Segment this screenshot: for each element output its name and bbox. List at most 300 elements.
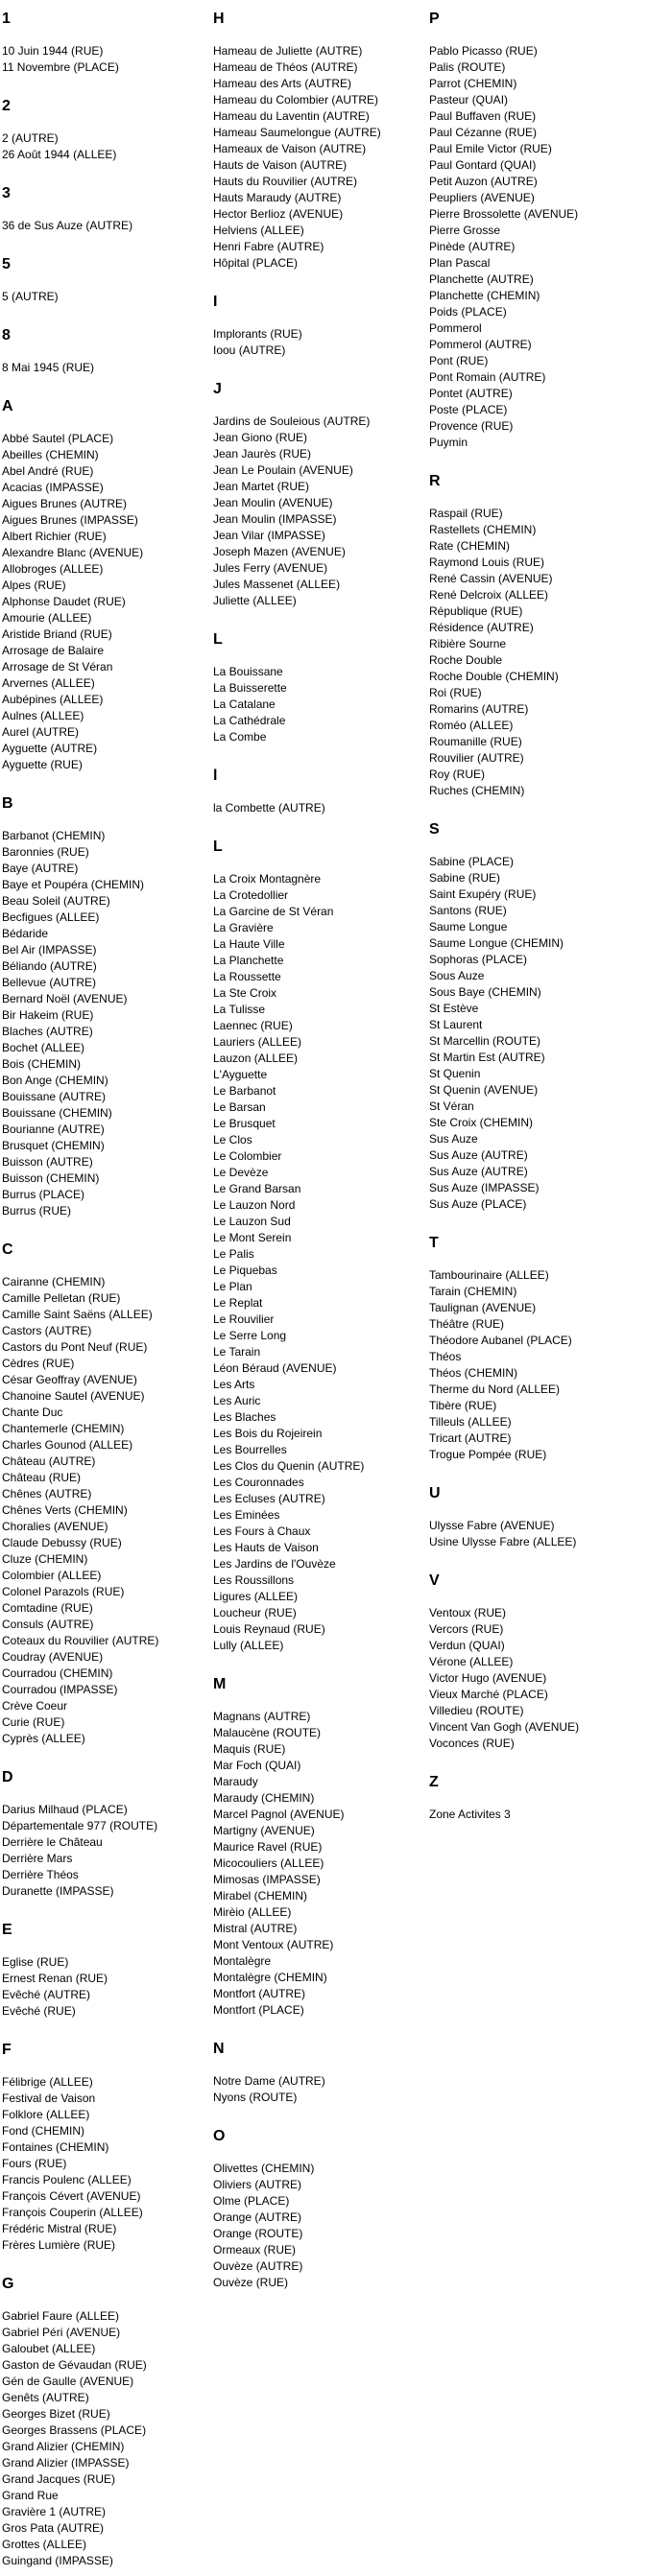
- street-item[interactable]: Derrière le Château: [2, 1834, 103, 1849]
- street-item[interactable]: Le Serre Long: [213, 1328, 287, 1342]
- street-item[interactable]: La Garcine de St Véran: [213, 904, 334, 918]
- street-item[interactable]: Mirèio (ALLEE): [213, 1904, 292, 1919]
- street-item[interactable]: Le Plan: [213, 1279, 252, 1293]
- street-item[interactable]: Paul Buffaven (RUE): [429, 108, 537, 123]
- street-item[interactable]: Les Eminées: [213, 1507, 280, 1522]
- street-item[interactable]: Aubépines (ALLEE): [2, 692, 104, 706]
- street-item[interactable]: Le Piquebas: [213, 1263, 277, 1277]
- street-item[interactable]: Roy (RUE): [429, 767, 486, 781]
- street-item[interactable]: Sus Auze (PLACE): [429, 1196, 527, 1211]
- street-item[interactable]: Le Mont Serein: [213, 1230, 292, 1244]
- street-item[interactable]: La Combe: [213, 729, 267, 744]
- street-item[interactable]: Aigues Brunes (IMPASSE): [2, 512, 138, 527]
- street-item[interactable]: Derrière Théos: [2, 1867, 79, 1881]
- street-item[interactable]: Malaucène (ROUTE): [213, 1725, 322, 1739]
- street-item[interactable]: Bourianne (AUTRE): [2, 1122, 105, 1136]
- street-item[interactable]: Burrus (PLACE): [2, 1187, 85, 1201]
- street-item[interactable]: Raspail (RUE): [429, 506, 503, 520]
- street-item[interactable]: Hameau du Laventin (AUTRE): [213, 108, 370, 123]
- street-item[interactable]: Consuls (AUTRE): [2, 1617, 94, 1631]
- street-item[interactable]: Bouissane (AUTRE): [2, 1089, 107, 1103]
- street-item[interactable]: Arrosage de Balaire: [2, 643, 105, 657]
- street-item[interactable]: Choralies (AVENUE): [2, 1519, 108, 1533]
- street-item[interactable]: Georges Bizet (RUE): [2, 2406, 110, 2421]
- street-item[interactable]: Cèdres (RUE): [2, 1356, 75, 1370]
- street-item[interactable]: Coteaux du Rouvilier (AUTRE): [2, 1633, 159, 1647]
- street-item[interactable]: Santons (RUE): [429, 903, 507, 917]
- street-item[interactable]: Fours (RUE): [2, 2156, 67, 2170]
- street-item[interactable]: Maraudy: [213, 1774, 258, 1788]
- street-item[interactable]: Puymin: [429, 435, 468, 449]
- street-item[interactable]: Mirabel (CHEMIN): [213, 1888, 308, 1902]
- street-item[interactable]: La Bouissane: [213, 664, 283, 678]
- street-item[interactable]: Blaches (AUTRE): [2, 1024, 93, 1038]
- street-item[interactable]: Bellevue (AUTRE): [2, 975, 97, 989]
- street-item[interactable]: Crève Coeur: [2, 1698, 68, 1713]
- street-item[interactable]: Tambourinaire (ALLEE): [429, 1267, 549, 1282]
- street-item[interactable]: Le Barsan: [213, 1099, 266, 1114]
- street-item[interactable]: Ste Croix (CHEMIN): [429, 1115, 534, 1129]
- street-item[interactable]: Roi (RUE): [429, 685, 482, 699]
- street-item[interactable]: Laennec (RUE): [213, 1018, 293, 1032]
- street-item[interactable]: Barbanot (CHEMIN): [2, 828, 106, 842]
- street-item[interactable]: La Buisserette: [213, 680, 287, 695]
- street-item[interactable]: Théos: [429, 1349, 462, 1363]
- street-item[interactable]: Les Roussillons: [213, 1572, 295, 1587]
- street-item[interactable]: Jean Martet (RUE): [213, 479, 310, 493]
- street-item[interactable]: Sous Baye (CHEMIN): [429, 984, 541, 999]
- street-item[interactable]: Duranette (IMPASSE): [2, 1883, 114, 1898]
- street-item[interactable]: Abel André (RUE): [2, 463, 94, 478]
- street-item[interactable]: Grottes (ALLEE): [2, 2537, 87, 2551]
- street-item[interactable]: Petit Auzon (AUTRE): [429, 174, 538, 188]
- street-item[interactable]: Château (RUE): [2, 1470, 82, 1484]
- street-item[interactable]: Parrot (CHEMIN): [429, 76, 517, 90]
- street-item[interactable]: Hauts Maraudy (AUTRE): [213, 190, 342, 204]
- street-item[interactable]: Le Rouvilier: [213, 1312, 275, 1326]
- street-item[interactable]: Rastellets (CHEMIN): [429, 522, 537, 536]
- street-item[interactable]: Gabriel Péri (AVENUE): [2, 2325, 121, 2339]
- street-item[interactable]: Camille Pelletan (RUE): [2, 1290, 121, 1305]
- street-item[interactable]: Alexandre Blanc (AVENUE): [2, 545, 144, 559]
- street-item[interactable]: Les Hauts de Vaison: [213, 1540, 319, 1554]
- street-item[interactable]: Ulysse Fabre (AVENUE): [429, 1518, 555, 1532]
- street-item[interactable]: Martigny (AVENUE): [213, 1823, 315, 1837]
- street-item[interactable]: Louis Reynaud (RUE): [213, 1621, 325, 1636]
- street-item[interactable]: Hauts du Rouvilier (AUTRE): [213, 174, 358, 188]
- street-item[interactable]: Pablo Picasso (RUE): [429, 43, 538, 58]
- street-item[interactable]: Baye (AUTRE): [2, 861, 79, 875]
- street-item[interactable]: Trogue Pompée (RUE): [429, 1447, 547, 1461]
- street-item[interactable]: Théâtre (RUE): [429, 1316, 505, 1331]
- street-item[interactable]: Poids (PLACE): [429, 304, 507, 319]
- street-item[interactable]: Pommerol (AUTRE): [429, 337, 532, 351]
- street-item[interactable]: Aurel (AUTRE): [2, 724, 80, 739]
- street-item[interactable]: Hector Berlioz (AVENUE): [213, 206, 344, 221]
- street-item[interactable]: Bédaride: [2, 926, 49, 940]
- street-item[interactable]: Rouvilier (AUTRE): [429, 750, 524, 765]
- street-item[interactable]: Juliette (ALLEE): [213, 593, 297, 607]
- street-item[interactable]: Victor Hugo (AVENUE): [429, 1670, 547, 1685]
- street-item[interactable]: Charles Gounod (ALLEE): [2, 1437, 133, 1452]
- street-item[interactable]: Gravière 1 (AUTRE): [2, 2504, 107, 2518]
- street-item[interactable]: Curie (RUE): [2, 1714, 65, 1729]
- street-item[interactable]: Montalègre: [213, 1953, 272, 1968]
- street-item[interactable]: Georges Brassens (PLACE): [2, 2422, 147, 2437]
- street-item[interactable]: Colonel Parazols (RUE): [2, 1584, 125, 1598]
- street-item[interactable]: Chênes Verts (CHEMIN): [2, 1502, 128, 1517]
- street-item[interactable]: François Cévert (AVENUE): [2, 2188, 141, 2203]
- street-item[interactable]: Mar Foch (QUAI): [213, 1758, 301, 1772]
- street-item[interactable]: Le Lauzon Sud: [213, 1214, 291, 1228]
- street-item[interactable]: Ouvèze (RUE): [213, 2275, 289, 2289]
- street-item[interactable]: Evêché (AUTRE): [2, 1987, 91, 2001]
- street-item[interactable]: Festival de Vaison: [2, 2091, 96, 2105]
- street-item[interactable]: Théos (CHEMIN): [429, 1365, 518, 1380]
- street-item[interactable]: Jean Moulin (IMPASSE): [213, 511, 337, 526]
- street-item[interactable]: Gabriel Faure (ALLEE): [2, 2308, 120, 2323]
- street-item[interactable]: César Geoffray (AVENUE): [2, 1372, 137, 1386]
- street-item[interactable]: Roche Double: [429, 652, 503, 667]
- street-item[interactable]: Hameau du Colombier (AUTRE): [213, 92, 379, 106]
- street-item[interactable]: St Quenin: [429, 1066, 481, 1080]
- street-item[interactable]: Evêché (RUE): [2, 2003, 76, 2018]
- street-item[interactable]: Hameau de Théos (AUTRE): [213, 59, 358, 74]
- street-item[interactable]: Arrosage de St Véran: [2, 659, 113, 674]
- street-item[interactable]: Usine Ulysse Fabre (ALLEE): [429, 1534, 577, 1548]
- street-item[interactable]: Pontet (AUTRE): [429, 386, 513, 400]
- street-item[interactable]: Hameau de Juliette (AUTRE): [213, 43, 363, 58]
- street-item[interactable]: Paul Emile Victor (RUE): [429, 141, 552, 155]
- street-item[interactable]: François Couperin (ALLEE): [2, 2205, 143, 2219]
- street-item[interactable]: Jules Ferry (AVENUE): [213, 560, 328, 575]
- street-item[interactable]: Paul Cézanne (RUE): [429, 125, 538, 139]
- street-item[interactable]: Albert Richier (RUE): [2, 529, 107, 543]
- street-item[interactable]: Le Colombier: [213, 1148, 282, 1163]
- street-item[interactable]: Aristide Briand (RUE): [2, 626, 112, 641]
- street-item[interactable]: Frères Lumière (RUE): [2, 2237, 116, 2252]
- street-item[interactable]: St Laurent: [429, 1017, 483, 1031]
- street-item[interactable]: 10 Juin 1944 (RUE): [2, 43, 104, 58]
- street-item[interactable]: Chantemerle (CHEMIN): [2, 1421, 125, 1435]
- street-item[interactable]: Sabine (PLACE): [429, 854, 515, 868]
- street-item[interactable]: Oliviers (AUTRE): [213, 2177, 301, 2191]
- street-item[interactable]: Micocouliers (ALLEE): [213, 1855, 324, 1870]
- street-item[interactable]: Jean Giono (RUE): [213, 430, 308, 444]
- street-item[interactable]: Cyprès (ALLEE): [2, 1731, 85, 1745]
- street-item[interactable]: Zone Activites 3: [429, 1807, 511, 1821]
- street-item[interactable]: Jean Le Poulain (AVENUE): [213, 462, 353, 477]
- street-item[interactable]: Plan Pascal: [429, 255, 491, 270]
- street-item[interactable]: Provence (RUE): [429, 418, 514, 433]
- street-item[interactable]: Ernest Renan (RUE): [2, 1971, 108, 1985]
- street-item[interactable]: Les Fours à Chaux: [213, 1524, 311, 1538]
- street-item[interactable]: René Cassin (AVENUE): [429, 571, 553, 585]
- street-item[interactable]: Le Palis: [213, 1246, 254, 1261]
- street-item[interactable]: Poste (PLACE): [429, 402, 508, 416]
- street-item[interactable]: Mont Ventoux (AUTRE): [213, 1937, 334, 1951]
- street-item[interactable]: Les Ecluses (AUTRE): [213, 1491, 325, 1505]
- street-item[interactable]: Chante Duc: [2, 1405, 63, 1419]
- street-item[interactable]: Saume Longue: [429, 919, 508, 934]
- street-item[interactable]: Montfort (AUTRE): [213, 1986, 306, 2000]
- street-item[interactable]: Hameau Saumelongue (AUTRE): [213, 125, 381, 139]
- street-item[interactable]: 26 Août 1944 (ALLEE): [2, 147, 117, 161]
- street-item[interactable]: Planchette (AUTRE): [429, 272, 534, 286]
- street-item[interactable]: Roumanille (RUE): [429, 734, 522, 748]
- street-item[interactable]: Grand Jacques (RUE): [2, 2471, 116, 2486]
- street-item[interactable]: Ormeaux (RUE): [213, 2242, 297, 2257]
- street-item[interactable]: Jules Massenet (ALLEE): [213, 577, 341, 591]
- street-item[interactable]: Félibrige (ALLEE): [2, 2074, 93, 2089]
- street-item[interactable]: Marcel Pagnol (AVENUE): [213, 1807, 345, 1821]
- street-item[interactable]: Tarain (CHEMIN): [429, 1284, 517, 1298]
- street-item[interactable]: Alphonse Daudet (RUE): [2, 594, 126, 608]
- street-item[interactable]: Grand Rue: [2, 2488, 59, 2502]
- street-item[interactable]: Aulnes (ALLEE): [2, 708, 84, 722]
- street-item[interactable]: Implorants (RUE): [213, 326, 302, 341]
- street-item[interactable]: Pommerol: [429, 320, 482, 335]
- street-item[interactable]: Jean Moulin (AVENUE): [213, 495, 333, 509]
- street-item[interactable]: La Roussette: [213, 969, 281, 983]
- street-item[interactable]: Jean Jaurès (RUE): [213, 446, 312, 461]
- street-item[interactable]: Roméo (ALLEE): [429, 718, 514, 732]
- street-item[interactable]: Genêts (AUTRE): [2, 2390, 89, 2404]
- street-item[interactable]: Gaston de Gévaudan (RUE): [2, 2357, 147, 2372]
- street-item[interactable]: Bel Air (IMPASSE): [2, 942, 97, 957]
- street-item[interactable]: Les Jardins de l'Ouvèze: [213, 1556, 336, 1571]
- street-item[interactable]: Tilleuls (ALLEE): [429, 1414, 512, 1429]
- street-item[interactable]: Therme du Nord (ALLEE): [429, 1382, 561, 1396]
- street-item[interactable]: Le Replat: [213, 1295, 263, 1310]
- street-item[interactable]: Francis Poulenc (ALLEE): [2, 2172, 132, 2186]
- street-item[interactable]: St Véran: [429, 1099, 474, 1113]
- street-item[interactable]: René Delcroix (ALLEE): [429, 587, 549, 602]
- street-item[interactable]: 11 Novembre (PLACE): [2, 59, 119, 74]
- street-item[interactable]: Alpes (RUE): [2, 578, 66, 592]
- street-item[interactable]: Ouvèze (AUTRE): [213, 2258, 303, 2273]
- street-item[interactable]: Rate (CHEMIN): [429, 538, 511, 553]
- street-item[interactable]: Allobroges (ALLEE): [2, 561, 104, 576]
- street-item[interactable]: St Estève: [429, 1001, 479, 1015]
- street-item[interactable]: La Haute Ville: [213, 936, 285, 951]
- street-item[interactable]: Chênes (AUTRE): [2, 1486, 92, 1501]
- street-item[interactable]: La Ste Croix: [213, 985, 277, 1000]
- street-item[interactable]: La Gravière: [213, 920, 274, 934]
- street-item[interactable]: Colombier (ALLEE): [2, 1568, 102, 1582]
- street-item[interactable]: 5 (AUTRE): [2, 289, 59, 303]
- street-item[interactable]: Ligures (ALLEE): [213, 1589, 299, 1603]
- street-item[interactable]: Castors (AUTRE): [2, 1323, 92, 1337]
- street-item[interactable]: L'Ayguette: [213, 1067, 268, 1081]
- street-item[interactable]: Lully (ALLEE): [213, 1638, 284, 1652]
- street-item[interactable]: 8 Mai 1945 (RUE): [2, 360, 95, 374]
- street-item[interactable]: Frédéric Mistral (RUE): [2, 2221, 117, 2235]
- street-item[interactable]: Courradou (IMPASSE): [2, 1682, 118, 1696]
- street-item[interactable]: Nyons (ROUTE): [213, 2090, 298, 2104]
- street-item[interactable]: Mimosas (IMPASSE): [213, 1872, 321, 1886]
- street-item[interactable]: Castors du Pont Neuf (RUE): [2, 1339, 148, 1354]
- street-item[interactable]: Romarins (AUTRE): [429, 701, 529, 716]
- street-item[interactable]: Henri Fabre (AUTRE): [213, 239, 324, 253]
- street-item[interactable]: Sus Auze: [429, 1131, 478, 1146]
- street-item[interactable]: Sus Auze (AUTRE): [429, 1147, 528, 1162]
- street-item[interactable]: St Quenin (AVENUE): [429, 1082, 539, 1097]
- street-item[interactable]: Palis (ROUTE): [429, 59, 506, 74]
- street-item[interactable]: Brusquet (CHEMIN): [2, 1138, 105, 1152]
- street-item[interactable]: Taulignan (AVENUE): [429, 1300, 537, 1314]
- street-item[interactable]: Voconces (RUE): [429, 1736, 515, 1750]
- street-item[interactable]: Pont Romain (AUTRE): [429, 369, 546, 384]
- street-item[interactable]: Joseph Mazen (AVENUE): [213, 544, 346, 558]
- street-item[interactable]: 36 de Sus Auze (AUTRE): [2, 218, 133, 232]
- street-item[interactable]: Les Bourrelles: [213, 1442, 287, 1456]
- street-item[interactable]: Mistral (AUTRE): [213, 1921, 298, 1935]
- street-item[interactable]: St Marcellin (ROUTE): [429, 1033, 541, 1048]
- street-item[interactable]: Ioou (AUTRE): [213, 343, 286, 357]
- street-item[interactable]: Lauriers (ALLEE): [213, 1034, 302, 1049]
- street-item[interactable]: la Combette (AUTRE): [213, 800, 325, 815]
- street-item[interactable]: Sophoras (PLACE): [429, 952, 528, 966]
- street-item[interactable]: Grand Alizier (IMPASSE): [2, 2455, 130, 2470]
- street-item[interactable]: Villedieu (ROUTE): [429, 1703, 524, 1717]
- street-item[interactable]: Ribière Sourne: [429, 636, 507, 650]
- street-item[interactable]: Comtadine (RUE): [2, 1600, 93, 1615]
- street-item[interactable]: Helviens (ALLEE): [213, 223, 304, 237]
- street-item[interactable]: Le Devèze: [213, 1165, 269, 1179]
- street-item[interactable]: Beau Soleil (AUTRE): [2, 893, 110, 908]
- street-item[interactable]: Loucheur (RUE): [213, 1605, 297, 1619]
- street-item[interactable]: Les Bois du Rojeirein: [213, 1426, 323, 1440]
- street-item[interactable]: Coudray (AVENUE): [2, 1649, 104, 1664]
- street-item[interactable]: Hauts de Vaison (AUTRE): [213, 157, 348, 172]
- street-item[interactable]: Vercors (RUE): [429, 1621, 504, 1636]
- street-item[interactable]: Burrus (RUE): [2, 1203, 72, 1217]
- street-item[interactable]: Gros Pata (AUTRE): [2, 2520, 105, 2535]
- street-item[interactable]: Olivettes (CHEMIN): [213, 2161, 315, 2175]
- street-item[interactable]: Fond (CHEMIN): [2, 2123, 85, 2138]
- street-item[interactable]: Ruches (CHEMIN): [429, 783, 525, 797]
- street-item[interactable]: Guingand (IMPASSE): [2, 2553, 113, 2567]
- street-item[interactable]: Abbé Sautel (PLACE): [2, 431, 114, 445]
- street-item[interactable]: Les Couronnades: [213, 1475, 304, 1489]
- street-item[interactable]: Les Clos du Quenin (AUTRE): [213, 1458, 365, 1473]
- street-item[interactable]: Abeilles (CHEMIN): [2, 447, 99, 461]
- street-item[interactable]: Sus Auze (IMPASSE): [429, 1180, 540, 1194]
- street-item[interactable]: Ayguette (RUE): [2, 757, 83, 771]
- street-item[interactable]: Sabine (RUE): [429, 870, 501, 885]
- street-item[interactable]: Grand Alizier (CHEMIN): [2, 2439, 125, 2453]
- street-item[interactable]: Saume Longue (CHEMIN): [429, 935, 564, 950]
- street-item[interactable]: Cluze (CHEMIN): [2, 1551, 88, 1566]
- street-item[interactable]: Notre Dame (AUTRE): [213, 2073, 325, 2088]
- street-item[interactable]: La Planchette: [213, 953, 284, 967]
- street-item[interactable]: Pinède (AUTRE): [429, 239, 516, 253]
- street-item[interactable]: Tricart (AUTRE): [429, 1430, 512, 1445]
- street-item[interactable]: Olme (PLACE): [213, 2193, 290, 2208]
- street-item[interactable]: Le Brusquet: [213, 1116, 276, 1130]
- street-item[interactable]: Folklore (ALLEE): [2, 2107, 90, 2121]
- street-item[interactable]: Gén de Gaulle (AVENUE): [2, 2374, 134, 2388]
- street-item[interactable]: Pasteur (QUAI): [429, 92, 509, 106]
- street-item[interactable]: Orange (ROUTE): [213, 2226, 303, 2240]
- street-item[interactable]: Maquis (RUE): [213, 1741, 286, 1756]
- street-item[interactable]: Cairanne (CHEMIN): [2, 1274, 106, 1288]
- street-item[interactable]: Eglise (RUE): [2, 1954, 69, 1969]
- street-item[interactable]: Orange (AUTRE): [213, 2210, 302, 2224]
- street-item[interactable]: Planchette (CHEMIN): [429, 288, 540, 302]
- street-item[interactable]: Bochet (ALLEE): [2, 1040, 85, 1054]
- street-item[interactable]: Magnans (AUTRE): [213, 1709, 311, 1723]
- street-item[interactable]: Hameaux de Vaison (AUTRE): [213, 141, 367, 155]
- street-item[interactable]: La Croix Montagnère: [213, 871, 322, 886]
- street-item[interactable]: St Martin Est (AUTRE): [429, 1050, 545, 1064]
- street-item[interactable]: Derrière Mars: [2, 1851, 73, 1865]
- street-item[interactable]: Béliando (AUTRE): [2, 958, 97, 973]
- street-item[interactable]: Galoubet (ALLEE): [2, 2341, 96, 2355]
- street-item[interactable]: Bois (CHEMIN): [2, 1056, 82, 1071]
- street-item[interactable]: Darius Milhaud (PLACE): [2, 1802, 128, 1816]
- street-item[interactable]: Raymond Louis (RUE): [429, 555, 545, 569]
- street-item[interactable]: La Crotedollier: [213, 887, 289, 902]
- street-item[interactable]: Arvernes (ALLEE): [2, 675, 95, 690]
- street-item[interactable]: Verdun (QUAI): [429, 1638, 505, 1652]
- street-item[interactable]: Le Grand Barsan: [213, 1181, 301, 1195]
- street-item[interactable]: Courradou (CHEMIN): [2, 1666, 113, 1680]
- street-item[interactable]: Vincent Van Gogh (AVENUE): [429, 1719, 580, 1734]
- street-item[interactable]: Sous Auze: [429, 968, 485, 982]
- street-item[interactable]: Les Blaches: [213, 1409, 276, 1424]
- street-item[interactable]: Peupliers (AVENUE): [429, 190, 535, 204]
- street-item[interactable]: Camille Saint Saëns (ALLEE): [2, 1307, 153, 1321]
- street-item[interactable]: Hameau des Arts (AUTRE): [213, 76, 352, 90]
- street-item[interactable]: Le Tarain: [213, 1344, 261, 1359]
- street-item[interactable]: Baronnies (RUE): [2, 844, 89, 859]
- street-item[interactable]: Aigues Brunes (AUTRE): [2, 496, 128, 510]
- street-item[interactable]: Acacias (IMPASSE): [2, 480, 104, 494]
- street-item[interactable]: Sus Auze (AUTRE): [429, 1164, 528, 1178]
- street-item[interactable]: Jardins de Souleious (AUTRE): [213, 414, 371, 428]
- street-item[interactable]: Jean Vilar (IMPASSE): [213, 528, 325, 542]
- street-item[interactable]: Vérone (ALLEE): [429, 1654, 514, 1668]
- street-item[interactable]: La Cathédrale: [213, 713, 286, 727]
- street-item[interactable]: Roche Double (CHEMIN): [429, 669, 559, 683]
- street-item[interactable]: Bir Hakeim (RUE): [2, 1007, 94, 1022]
- street-item[interactable]: La Tulisse: [213, 1002, 266, 1016]
- street-item[interactable]: Résidence (AUTRE): [429, 620, 534, 634]
- street-item[interactable]: Bouissane (CHEMIN): [2, 1105, 112, 1120]
- street-item[interactable]: Le Lauzon Nord: [213, 1197, 296, 1212]
- street-item[interactable]: Les Arts: [213, 1377, 255, 1391]
- street-item[interactable]: 2 (AUTRE): [2, 130, 59, 145]
- street-item[interactable]: Saint Exupéry (RUE): [429, 886, 537, 901]
- street-item[interactable]: Hôpital (PLACE): [213, 255, 299, 270]
- street-item[interactable]: Becfigues (ALLEE): [2, 910, 100, 924]
- street-item[interactable]: Buisson (CHEMIN): [2, 1170, 100, 1185]
- street-item[interactable]: Le Barbanot: [213, 1083, 276, 1098]
- street-item[interactable]: Théodore Aubanel (PLACE): [429, 1333, 572, 1347]
- street-item[interactable]: Léon Béraud (AVENUE): [213, 1360, 337, 1375]
- street-item[interactable]: Maraudy (CHEMIN): [213, 1790, 315, 1805]
- street-item[interactable]: Lauzon (ALLEE): [213, 1051, 299, 1065]
- street-item[interactable]: Paul Gontard (QUAI): [429, 157, 537, 172]
- street-item[interactable]: Départementale 977 (ROUTE): [2, 1818, 158, 1832]
- street-item[interactable]: Château (AUTRE): [2, 1453, 96, 1468]
- street-item[interactable]: Montalègre (CHEMIN): [213, 1970, 327, 1984]
- street-item[interactable]: Chanoine Sautel (AVENUE): [2, 1388, 145, 1403]
- street-item[interactable]: Tibère (RUE): [429, 1398, 497, 1412]
- street-item[interactable]: Bernard Noël (AVENUE): [2, 991, 128, 1005]
